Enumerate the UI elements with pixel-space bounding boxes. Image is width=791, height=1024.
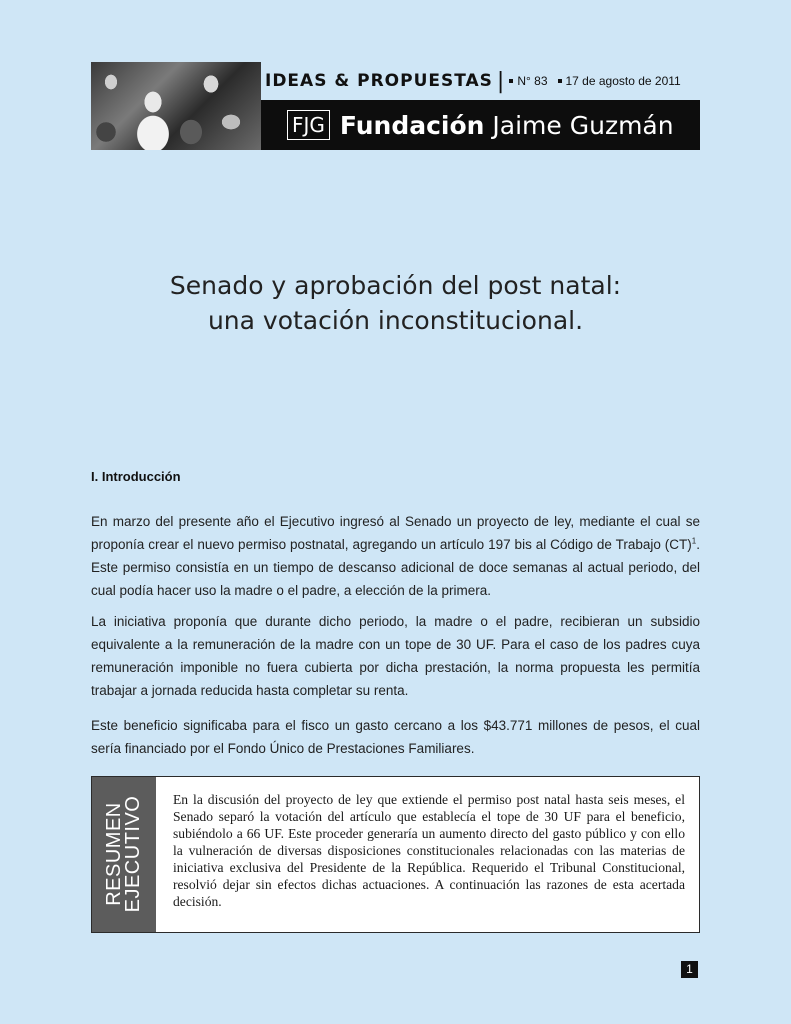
executive-summary-sidebar <box>92 777 156 932</box>
paragraph-1 <box>91 510 700 602</box>
bullet-icon <box>558 79 562 83</box>
executive-summary-box <box>91 776 700 933</box>
issue-date: 17 de agosto de 2011 <box>565 74 681 88</box>
series-row <box>261 62 700 100</box>
title-line-2: una votación inconstitucional. <box>207 306 584 335</box>
executive-summary-label <box>105 796 143 913</box>
issue-number: N° 83 <box>517 74 548 88</box>
fjg-logo: FJG <box>287 110 330 140</box>
paragraph-2: La iniciativa proponía que durante dicho periodo, la madre o el padre, recibieran un subsidio equivalente a la remuneración de la madre con un tope de 30 UF. Para el caso de los padres cuya remuneración imponible no fuera cubierta por dicha prestación, la norma propuesta les permitía trabajar a jornada reducida hasta completar su renta. <box>91 614 700 698</box>
header-photo <box>91 62 261 150</box>
foundation-name-rest: Jaime Guzmán <box>492 110 674 140</box>
foundation-name <box>340 111 674 140</box>
footnote-ref[interactable]: 1 <box>691 536 697 546</box>
bullet-icon <box>509 79 513 83</box>
series-separator: | <box>496 68 505 94</box>
paragraph-1-text-b: . Este permiso consistía en un tiempo de descanso adicional de doce semanas al actual periodo, del cual podía hacer uso la madre o el padre, a elección de la primera. <box>91 537 700 598</box>
executive-summary-text: En la discusión del proyecto de ley que extiende el permiso post natal hasta seis meses, el Senado separó la votación del artículo que establecía el tope de 30 UF para el beneficio, subiéndolo a 66 UF. Este proceder generaría un aumento directo del gasto público y con ello la vulneración de diversas disposiciones constitucionales relacionadas con las materias de iniciativa exclusiva del Presidente de la República. Requerido el Tribunal Constitucional, resolvió dejar sin efectos dichas actuaciones. A continuación las razones de esta acertada decisión. <box>173 792 685 909</box>
series-title: IDEAS & PROPUESTAS <box>265 71 493 91</box>
label-line-2: EJECUTIVO <box>122 795 144 913</box>
paragraph-3: Este beneficio significaba para el fisco un gasto cercano a los $43.771 millones de pesos, el cual sería financiado por el Fondo Único de Prestaciones Familiares. <box>91 718 700 756</box>
foundation-bar <box>261 100 700 150</box>
label-line-1: RESUMEN <box>103 802 125 906</box>
masthead <box>91 62 700 150</box>
title-line-1: Senado y aprobación del post natal: <box>169 271 622 300</box>
section-heading: I. Introducción <box>91 469 181 484</box>
paragraph-1-text-a: En marzo del presente año el Ejecutivo ingresó al Senado un proyecto de ley, mediante el cual se proponía crear el nuevo permiso postnatal, agregando un artículo 197 bis al Código de Trabajo (CT) <box>91 514 700 552</box>
foundation-name-bold: Fundación <box>339 110 485 140</box>
document-title <box>0 268 791 338</box>
page-number: 1 <box>681 961 698 978</box>
